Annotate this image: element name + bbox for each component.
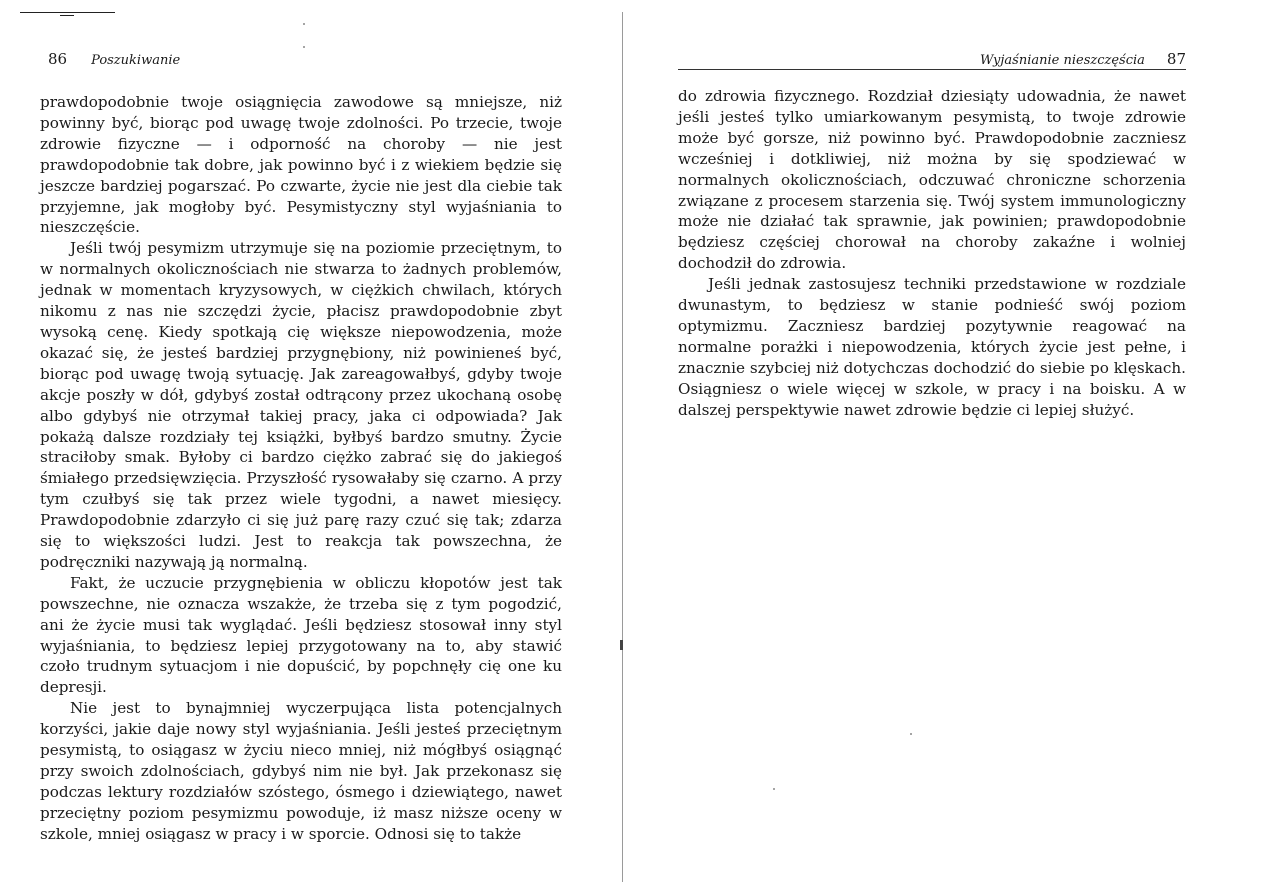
paragraph: Jeśli jednak zastosujesz techniki przedstawione w rozdziale dwunastym, to będziesz w stanie podnieść swój poziom optymizmu. Zaczniesz bardziej pozytywnie reagować na normalne porażki i niepowodzenia, których życie jest pełne, i znacznie szybciej niż dotychczas dochodzić do siebie po klęskach. Osiągniesz o wiele więcej w szkole, w pracy i na boisku. A w dalszej perspektywie nawet zdrowie będzie ci lepiej służyć. xyxy=(678,275,1186,419)
scan-speck xyxy=(303,23,305,25)
page-number: 87 xyxy=(1166,50,1186,68)
scan-speck xyxy=(303,46,305,48)
book-gutter xyxy=(622,12,623,882)
page-number: 86 xyxy=(48,50,68,68)
gutter-mark xyxy=(620,640,623,650)
right-running-head xyxy=(980,50,1186,68)
left-running-head xyxy=(48,50,180,68)
running-head-title: Wyjaśnianie nieszczęścia xyxy=(979,53,1145,68)
paragraph: do zdrowia fizycznego. Rozdział dziesiąty udowadnia, że nawet jeśli jesteś tylko umiarkowanym pesymistą, to twoje zdrowie może być gorsze, niż powinno być. Prawdopodobnie zaczniesz wcześniej i dotkliwiej, niż można by się spodziewać w normalnych okolicznościach, odczuwać chroniczne schorzenia związane z procesem starzenia się. Twój system immunologiczny może nie działać tak sprawnie, jak powinien; prawdopodobnie będziesz częściej chorował na choroby zakaźne i wolniej dochodził do zdrowia. xyxy=(678,87,1186,273)
paragraph: Fakt, że uczucie przygnębienia w obliczu kłopotów jest tak powszechne, nie oznacza wszakże, że trzeba się z tym pogodzić, ani że życie musi tak wyglądać. Jeśli będziesz stosował inny styl wyjaśniania, to będziesz lepiej przygotowany na to, aby stawić czoło trudnym sytuacjom i nie dopuścić, by popchnęły cię one ku depresji. xyxy=(40,573,562,697)
running-head-title: Poszukiwanie xyxy=(91,53,181,68)
paragraph: Jeśli twój pesymizm utrzymuje się na poziomie przeciętnym, to w normalnych okolicznościach nie stwarza to żadnych problemów, jednak w momentach kryzysowych, w ciężkich chwilach, których nikomu z nas nie szczędzi życie, płacisz prawdopodobnie zbyt wysoką cenę. Kiedy spotkają cię większe niepowodzenia, może okazać się, że jesteś bardziej przygnębiony, niż powinieneś być, biorąc pod uwagę twoją sytuację. Jak zareagowałbyś, gdyby twoje akcje poszły w dół, gdybyś został odtrącony przez ukochaną osobę albo gdybyś nie otrzymał takiej pracy, jaka ci odpowiada? Jak pokażą dalsze rozdziały tej książki, byłbyś bardzo smutny. Życie straciłoby smak. Byłoby ci bardzo ciężko zabrać się do jakiegoś śmiałego przedsięwzięcia. Przyszłość rysowałaby się czarno. A przy tym czułbyś się tak przez wiele tygodni, a nawet miesięcy. Prawdopodobnie zdarzyło ci się już parę razy czuć się tak; zdarza się to większości ludzi. Jest to reakcja tak powszechna, że podręczniki nazywają ją normalną. xyxy=(40,239,562,571)
right-body-text xyxy=(678,86,1186,421)
scan-speck xyxy=(773,788,775,790)
paragraph: prawdopodobnie twoje osiągnięcia zawodowe są mniejsze, niż powinny być, biorąc pod uwagę twoje zdolności. Po trzecie, twoje zdrowie fizyczne — i odporność na choroby — nie jest prawdopodobnie tak dobre, jak powinno być i z wiekiem będzie się jeszcze bardziej pogarszać. Po czwarte, życie nie jest dla ciebie tak przyjemne, jak mogłoby być. Pesymistyczny styl wyjaśniania to nieszczęście. xyxy=(40,93,562,237)
left-body-text xyxy=(40,92,562,845)
paragraph: Nie jest to bynajmniej wyczerpująca lista potencjalnych korzyści, jakie daje nowy styl wyjaśniania. Jeśli jesteś przeciętnym pesymistą, to osiągasz w życiu nieco mniej, niż mógłbyś osiągnąć przy swoich zdolnościach, gdybyś nim nie był. Jak przekonasz się podczas lektury rozdziałów szóstego, ósmego i dziewiątego, nawet przeciętny poziom pesymizmu powoduje, iż masz niższe oceny w szkole, mniej osiągasz w pracy i w sporcie. Odnosi się to także xyxy=(40,699,562,843)
scan-speck xyxy=(910,733,912,735)
corner-scan-mark xyxy=(20,12,115,13)
header-rule xyxy=(678,69,1186,70)
